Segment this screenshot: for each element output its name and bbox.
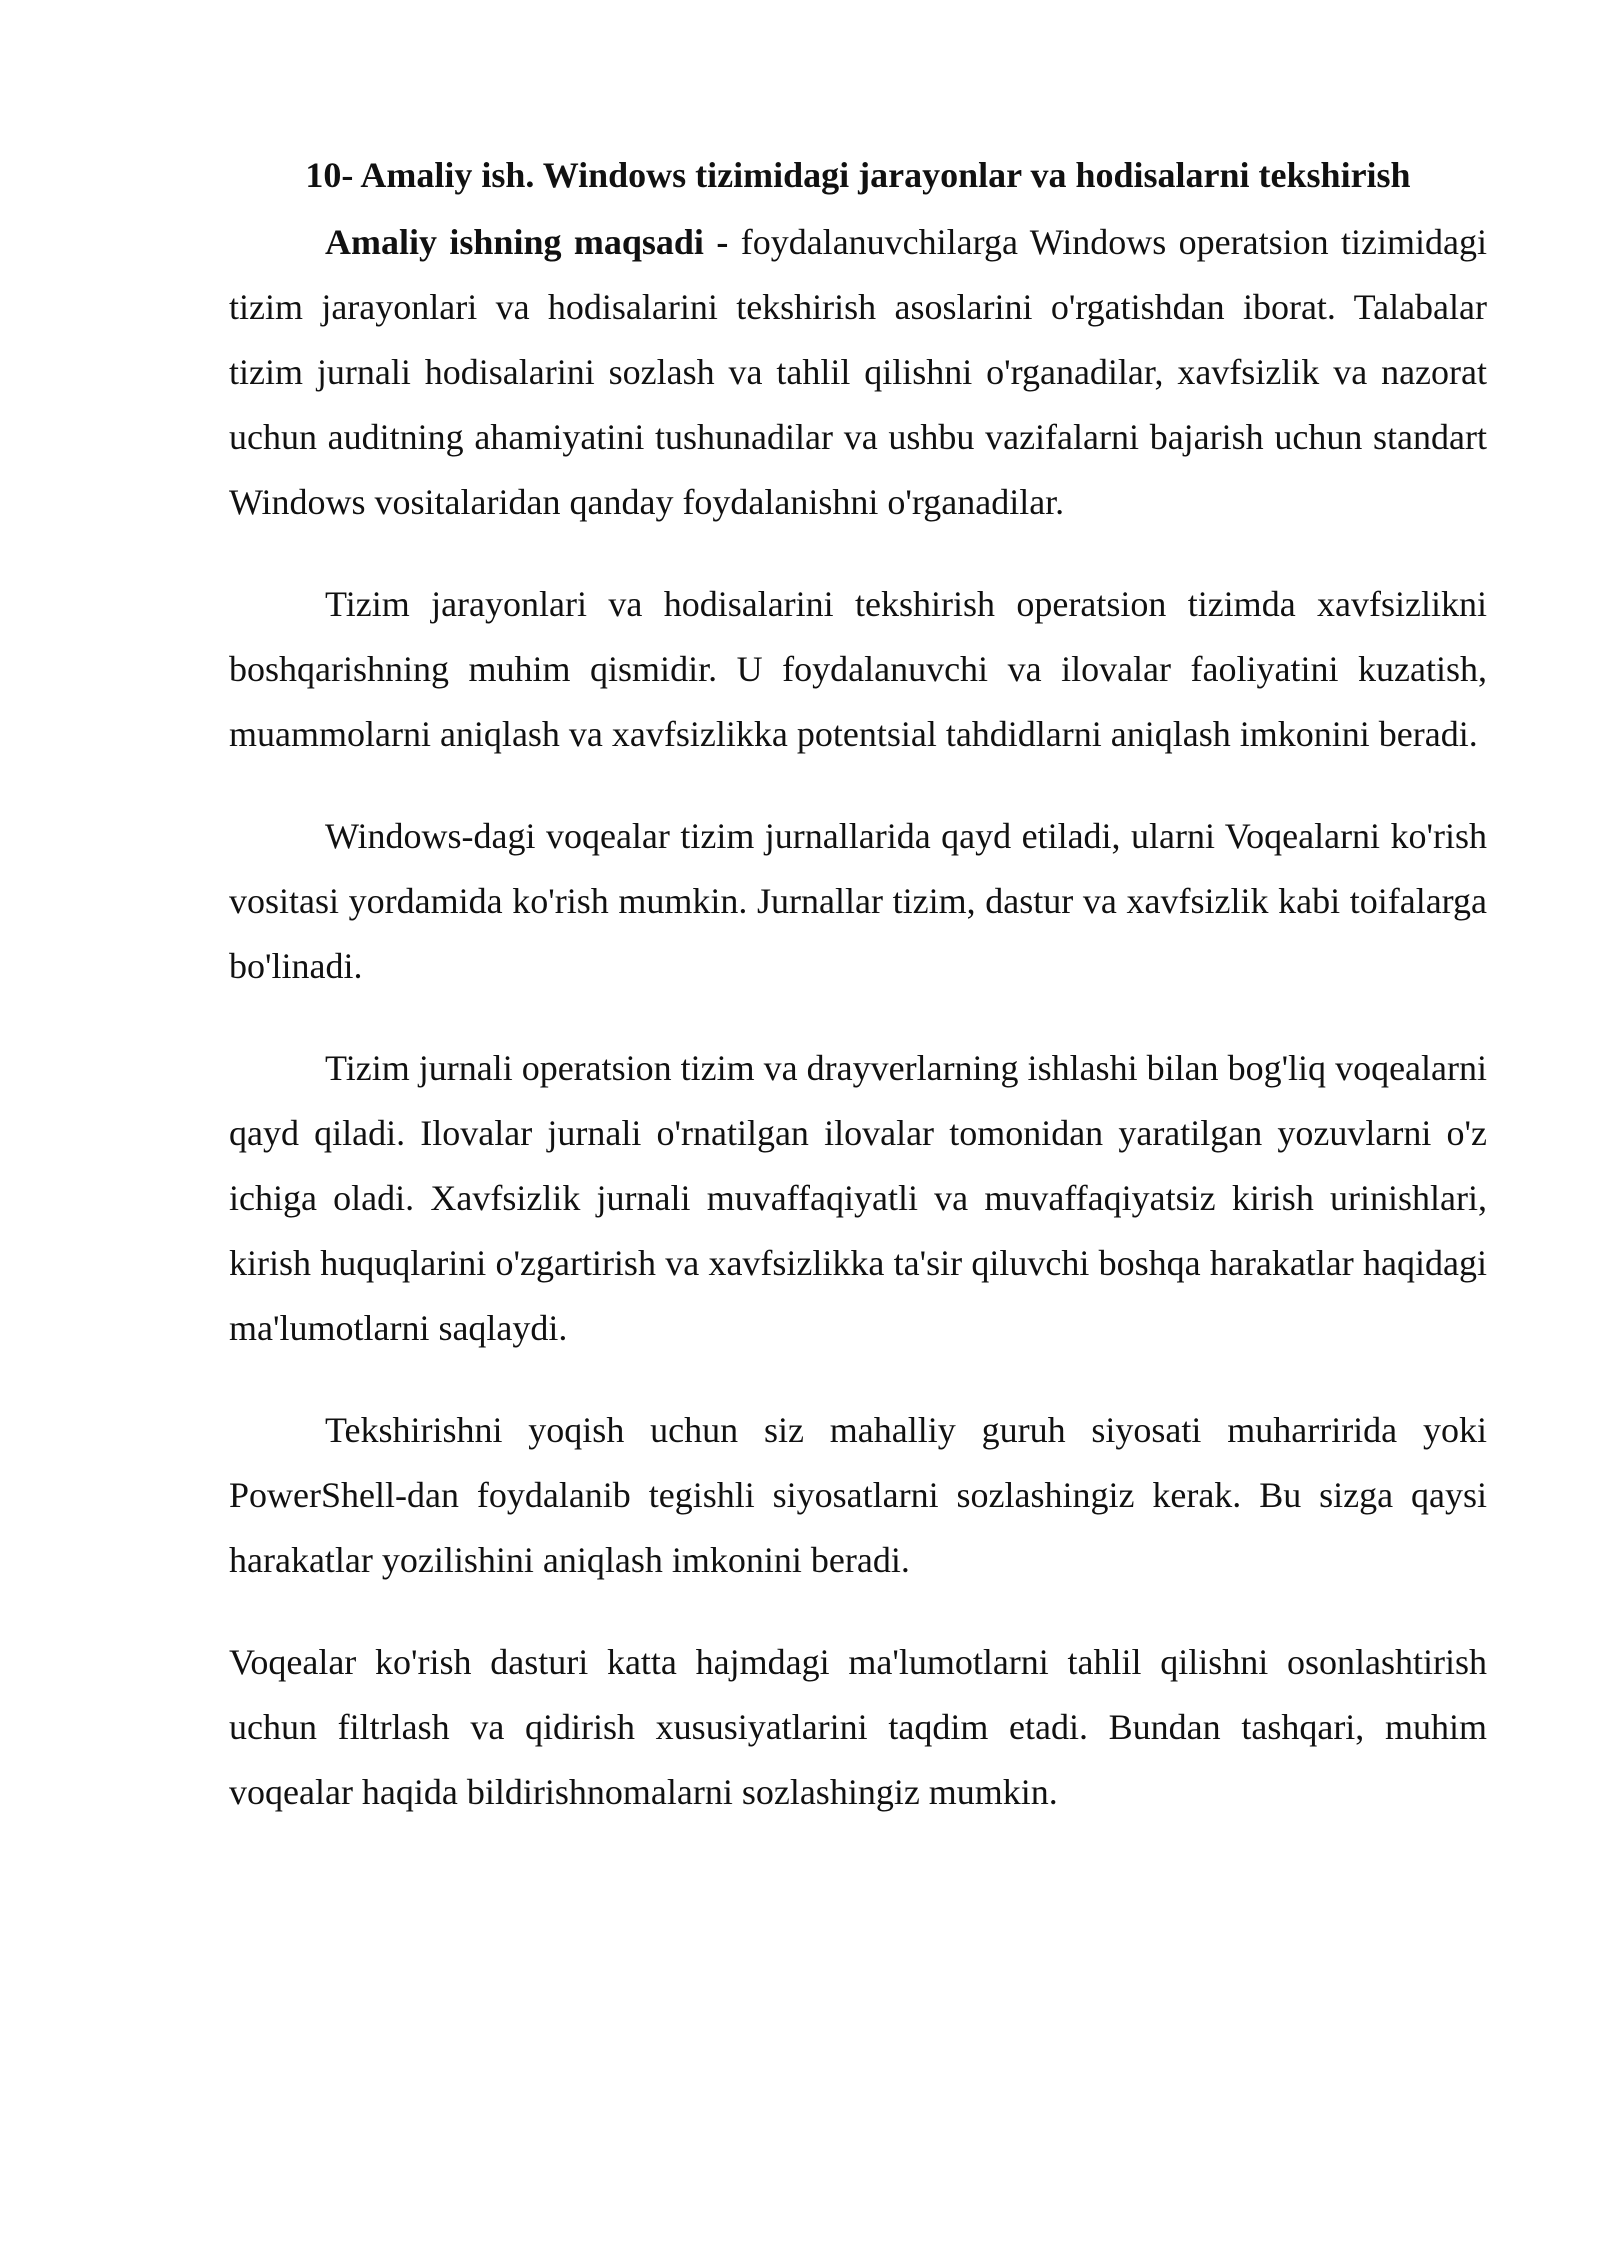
paragraph-2: Windows-dagi voqealar tizim jurnallarida qayd etiladi, ularni Voqealarni ko'rish vositasi yordamida ko'rish mumkin. Jurnallar tizim, dastur va xavfsizlik kabi toifalarga bo'linadi.	[229, 816, 1487, 986]
paragraph-4: Tekshirishni yoqish uchun siz mahalliy guruh siyosati muharririda yoki PowerShell-dan foydalanib tegishli siyosatlarni sozlashingiz kerak. Bu sizga qaysi harakatlar yozilishini aniqlash imkonini beradi.	[229, 1410, 1487, 1580]
document-title: 10- Amaliy ish. Windows tizimidagi jarayonlar va hodisalarni tekshirish	[305, 155, 1411, 195]
paragraph-5: Voqealar ko'rish dasturi katta hajmdagi ma'lumotlarni tahlil qilishni osonlashtirish uchun filtrlash va qidirish xususiyatlarini taqdim etadi. Bundan tashqari, muhim voqealar haqida bildirishnomalarni sozlashingiz mumkin.	[229, 1642, 1487, 1812]
paragraph-1: Tizim jarayonlari va hodisalarini tekshirish operatsion tizimda xavfsizlikni boshqarishning muhim qismidir. U foydalanuvchi va ilovalar faoliyatini kuzatish, muammolarni aniqlash va xavfsizlikka potentsial tahdidlarni aniqlash imkonini beradi.	[229, 584, 1487, 754]
intro-label: Amaliy ishning maqsadi -	[325, 222, 729, 262]
paragraph-3: Tizim jurnali operatsion tizim va drayverlarning ishlashi bilan bog'liq voqealarni qayd qiladi. Ilovalar jurnali o'rnatilgan ilovalar tomonidan yaratilgan yozuvlarni o'z ichiga oladi. Xavfsizlik jurnali muvaffaqiyatli va muvaffaqiyatsiz kirish urinishlari, kirish huquqlarini o'zgartirish va xavfsizlikka ta'sir qiluvchi boshqa harakatlar haqidagi ma'lumotlarni saqlaydi.	[229, 1048, 1487, 1348]
intro-paragraph	[229, 210, 1487, 535]
intro-text: foydalanuvchilarga Windows operatsion tizimidagi tizim jarayonlari va hodisalarini tekshirish asoslarini o'rgatishdan iborat. Talabalar tizim jurnali hodisalarini sozlash va tahlil qilishni o'rganadilar, xavfsizlik va nazorat uchun auditning ahamiyatini tushunadilar va ushbu vazifalarni bajarish uchun standart Windows vositalaridan qanday foydalanishni o'rganadilar.	[229, 222, 1487, 522]
document-body	[229, 148, 1487, 1825]
